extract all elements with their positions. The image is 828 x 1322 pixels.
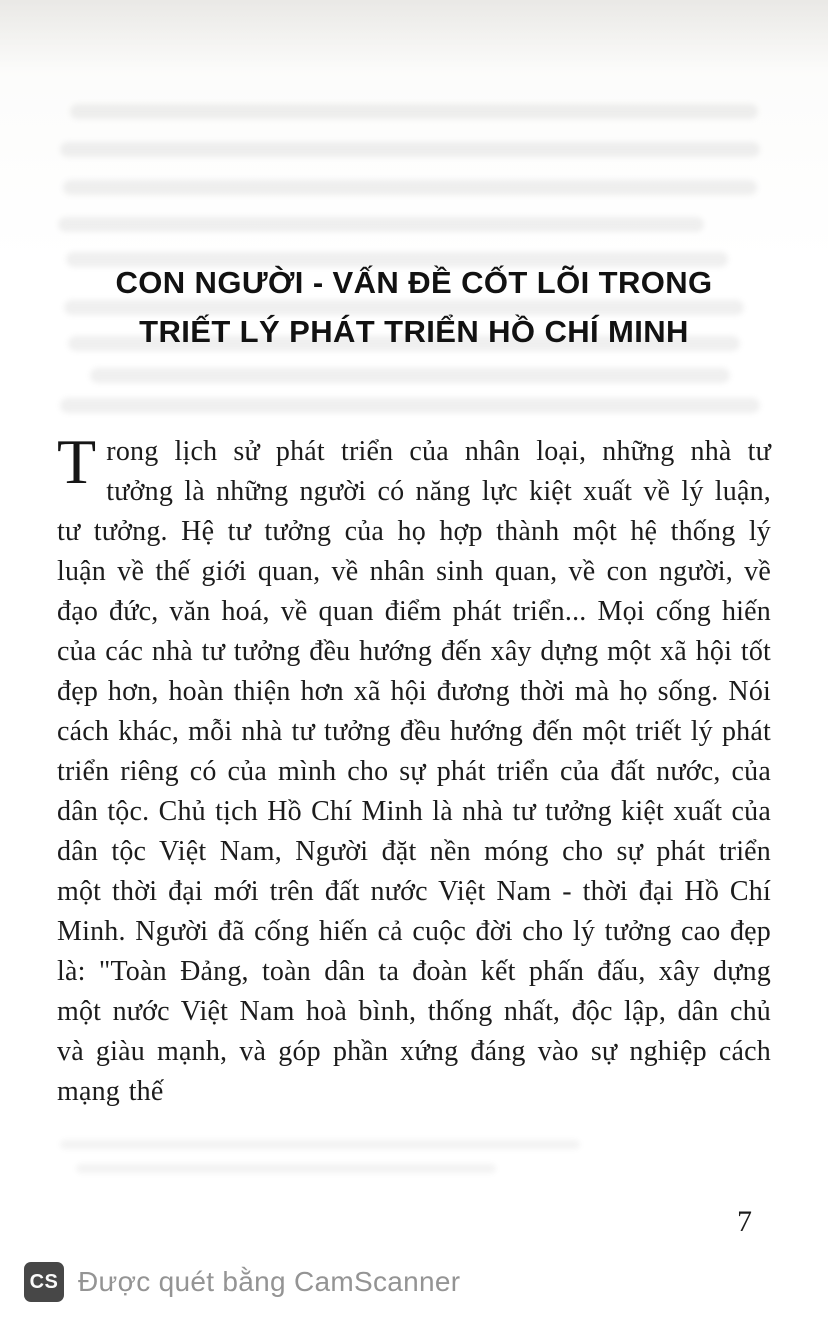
bleedthrough-line bbox=[90, 368, 730, 383]
page-title-line2: TRIẾT LÝ PHÁT TRIỂN HỒ CHÍ MINH bbox=[139, 314, 689, 349]
bleedthrough-line bbox=[60, 142, 760, 157]
bleedthrough-line bbox=[60, 1140, 580, 1149]
page-title bbox=[54, 258, 774, 356]
drop-cap: T bbox=[57, 426, 97, 497]
paragraph-text: rong lịch sử phát triển của nhân loại, những nhà tư tưởng là những người có năng lực kiệt xuất về lý luận, tư tưởng. Hệ tư tưởng của họ hợp thành một hệ thống lý luận về thế giới quan, về nhân sinh quan, về con người, về đạo đức, văn hoá, về quan điểm phát triển... Mọi cống hiến của các nhà tư tưởng đều hướng đến xây dựng một xã hội tốt đẹp hơn, hoàn thiện hơn xã hội đương thời mà họ sống. Nói cách khác, mỗi nhà tư tưởng đều hướng đến một triết lý phát triển riêng có của mình cho sự phát triển của đất nước, của dân tộc. Chủ tịch Hồ Chí Minh là nhà tư tưởng kiệt xuất của dân tộc Việt Nam, Người đặt nền móng cho sự phát triển một thời đại mới trên đất nước Việt Nam - thời đại Hồ Chí Minh. Người đã cống hiến cả cuộc đời cho lý tưởng cao đẹp là: "Toàn Đảng, toàn dân ta đoàn kết phấn đấu, xây dựng một nước Việt Nam hoà bình, thống nhất, độc lập, dân chủ và giàu mạnh, và góp phần xứng đáng vào sự nghiệp cách mạng thế bbox=[57, 436, 771, 1107]
camscanner-logo-icon bbox=[24, 1262, 64, 1302]
camscanner-watermark bbox=[24, 1262, 460, 1302]
camscanner-logo-text: CS bbox=[29, 1270, 59, 1293]
bleedthrough-line bbox=[76, 1164, 496, 1173]
page-number: 7 bbox=[737, 1205, 752, 1238]
bleedthrough-line bbox=[63, 180, 757, 195]
bleedthrough-line bbox=[58, 217, 704, 232]
bleedthrough-line bbox=[60, 398, 760, 413]
camscanner-watermark-text: Được quét bằng CamScanner bbox=[78, 1266, 461, 1297]
article-body bbox=[57, 426, 771, 1112]
page-title-line1: CON NGƯỜI - VẤN ĐỀ CỐT LÕI TRONG bbox=[115, 265, 713, 300]
bleedthrough-line bbox=[70, 104, 758, 119]
